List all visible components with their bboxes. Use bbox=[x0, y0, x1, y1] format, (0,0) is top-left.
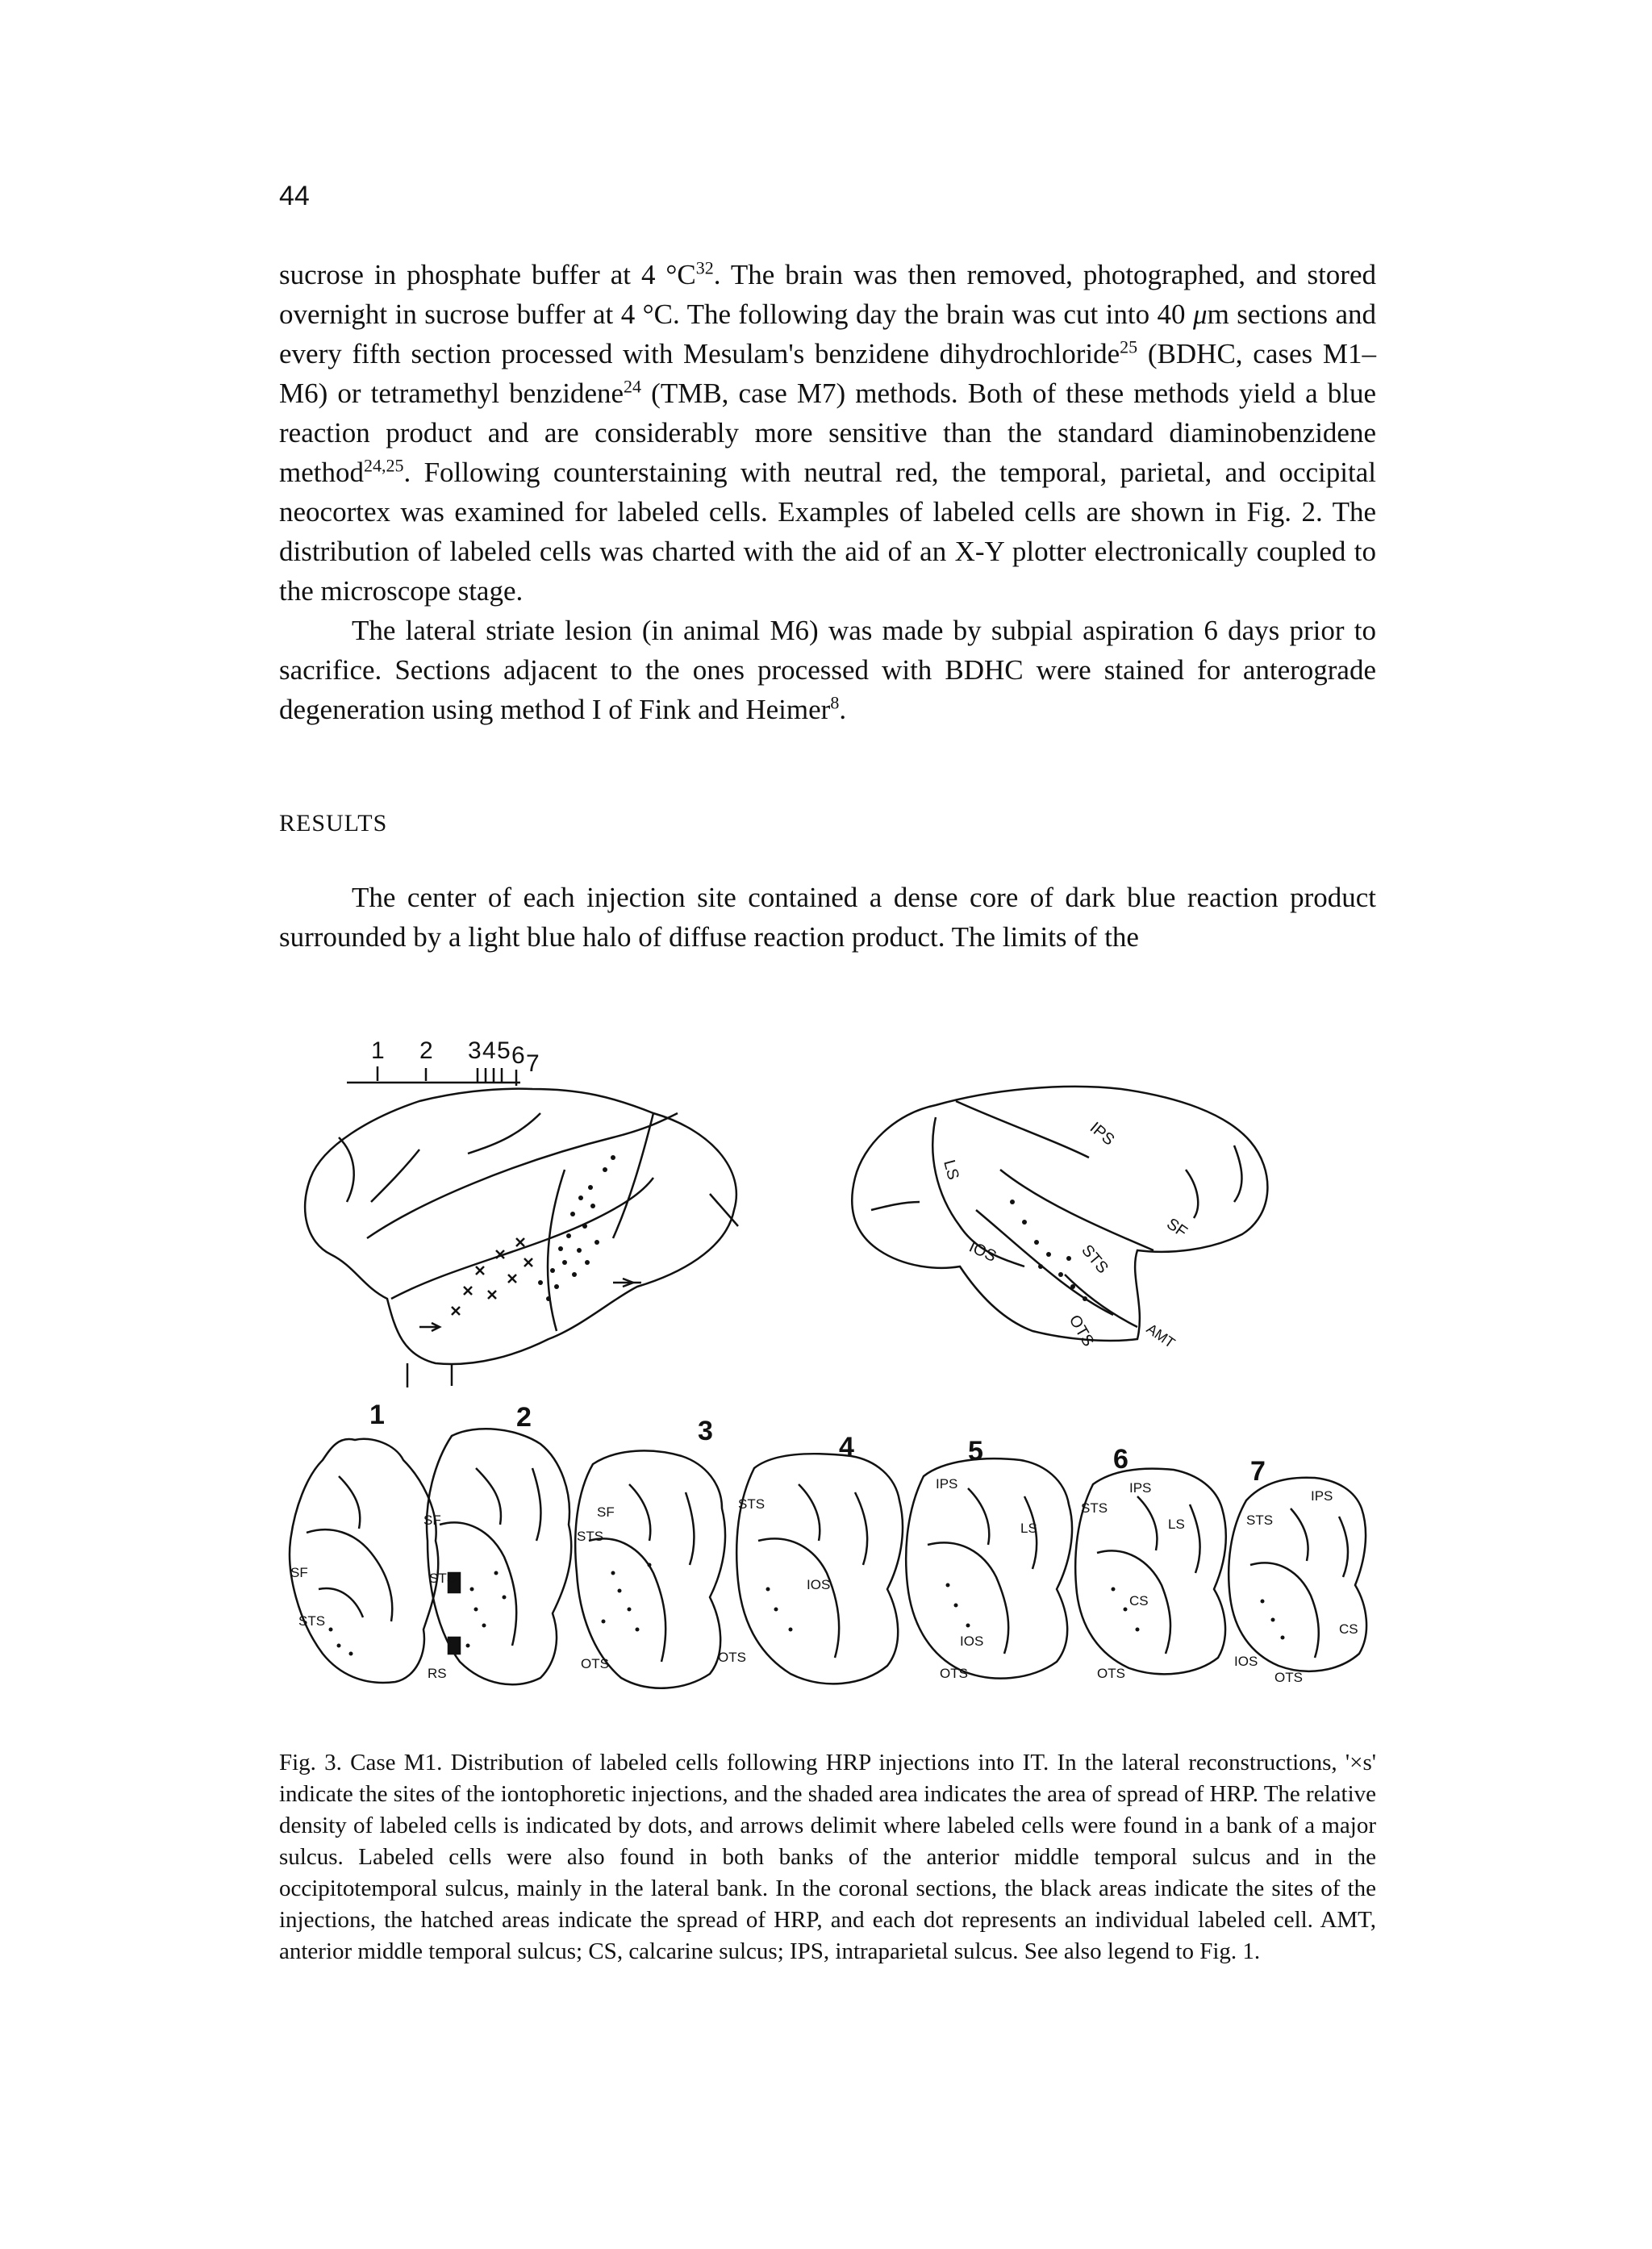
section5-label-ots: OTS bbox=[940, 1666, 968, 1681]
section3-label-sf: SF bbox=[597, 1504, 615, 1520]
section1-label-sts: STS bbox=[298, 1613, 326, 1629]
methods-paragraph-1: sucrose in phosphate buffer at 4 $^\circ C^{32}$. The brain was then removed, photographed, and stored overnight in sucrose buffer at 4 °C. The following day the brain was cut into 40 μm sections and every fifth section processed with Mesulam's benzidene dihydrochloride$^{25}$ (BDHC, cases M1–M6) or tetramethyl benzidene$^{24}$ (TMB, case M7) methods. Both of these methods yield a blue reaction product and are considerably more sensitive than the standard diaminobenzidene method$^{24,25}$. Following counterstaining with neutral red, the temporal, parietal, and occipital neocortex was examined for labeled cells. Examples of labeled cells are shown in Fig. 2. The distribution of labeled cells was charted with the aid of an X-Y plotter electronically coupled to the microscope stage. bbox=[279, 257, 1376, 607]
lateral-brain-view bbox=[305, 1066, 738, 1387]
lateral-marker-3: 3 bbox=[468, 1037, 482, 1064]
lateral-marker-7: 7 bbox=[526, 1050, 540, 1077]
medial-brain-view bbox=[852, 1087, 1267, 1341]
medial-label-ls: LS bbox=[940, 1158, 962, 1182]
figure-3 bbox=[274, 1008, 1387, 1734]
methods-paragraph-2: The lateral striate lesion (in animal M6) was made by subpial aspiration 6 days prior to sacrifice. Sections adjacent to the ones processed with BDHC were stained for anterograde degeneration using method I of Fink and Heimer$^8$. bbox=[279, 615, 1376, 725]
section7-label-ios: IOS bbox=[1234, 1654, 1258, 1669]
results-heading: RESULTS bbox=[279, 810, 388, 837]
section-number-3: 3 bbox=[698, 1416, 713, 1446]
lateral-marker-1: 1 bbox=[371, 1037, 385, 1064]
figure-3-drawing bbox=[274, 1008, 1387, 1734]
section1-label-sf: SF bbox=[290, 1565, 308, 1580]
section-number-7: 7 bbox=[1250, 1456, 1266, 1487]
section7-label-cs: CS bbox=[1339, 1621, 1358, 1637]
section6-label-ots: OTS bbox=[1097, 1666, 1125, 1681]
section6-label-sts: STS bbox=[1081, 1500, 1108, 1516]
section2-label-sts: STS bbox=[429, 1571, 457, 1586]
section6-label-ips: IPS bbox=[1129, 1480, 1152, 1496]
section7-label-ots: OTS bbox=[1274, 1670, 1303, 1685]
medial-label-sf: SF bbox=[1163, 1215, 1191, 1241]
section4-label-ots: OTS bbox=[718, 1650, 746, 1665]
section4-label-ios: IOS bbox=[807, 1577, 831, 1592]
section5-label-ips: IPS bbox=[936, 1476, 958, 1492]
methods-text bbox=[279, 255, 1376, 729]
section-number-6: 6 bbox=[1113, 1444, 1128, 1475]
section6-label-ls: LS bbox=[1168, 1517, 1185, 1532]
section-number-1: 1 bbox=[369, 1400, 385, 1430]
medial-label-ots: OTS bbox=[1065, 1312, 1098, 1350]
section5-label-ls: LS bbox=[1020, 1521, 1037, 1536]
section3-label-ots: OTS bbox=[581, 1656, 609, 1671]
results-paragraph: The center of each injection site contained a dense core of dark blue reaction product surrounded by a light blue halo of diffuse reaction product. The limits of the bbox=[279, 882, 1376, 953]
section5-label-ios: IOS bbox=[960, 1634, 984, 1649]
medial-label-amt: AMT bbox=[1143, 1320, 1179, 1352]
section-number-2: 2 bbox=[516, 1402, 532, 1433]
section-number-5: 5 bbox=[968, 1436, 983, 1467]
section7-label-ips: IPS bbox=[1311, 1488, 1333, 1504]
section3-label-sts: STS bbox=[577, 1529, 604, 1544]
page-number: 44 bbox=[279, 181, 310, 211]
medial-label-ips: IPS bbox=[1086, 1118, 1118, 1150]
lateral-marker-2: 2 bbox=[419, 1037, 433, 1064]
caption-text: Case M1. Distribution of labeled cells following HRP injections into IT. In the lateral reconstructions, '×s' indicate the sites of the iontophoretic injections, and the shaded area indicates the area of spread of HRP. The relative density of labeled cells is indicated by dots, and arrows delimit where labeled cells were found in a bank of a major sulcus. Labeled cells were also found in both banks of the anterior middle temporal sulcus and in the occipitotemporal sulcus, mainly in the lateral bank. In the coronal sections, the black areas indicate the sites of the injections, the hatched areas indicate the spread of HRP, and each dot represents an individual labeled cell. AMT, anterior middle temporal sulcus; CS, calcarine sulcus; IPS, intraparietal sulcus. See also legend to Fig. 1. bbox=[279, 1750, 1376, 1964]
lateral-marker-4: 4 bbox=[482, 1037, 496, 1064]
lateral-marker-6: 6 bbox=[511, 1042, 525, 1069]
section-number-4: 4 bbox=[839, 1432, 854, 1462]
lateral-marker-5: 5 bbox=[497, 1037, 511, 1064]
section7-label-sts: STS bbox=[1246, 1513, 1274, 1528]
medial-label-ios: IOS bbox=[966, 1237, 999, 1266]
section2-label-rs: RS bbox=[428, 1666, 447, 1681]
medial-label-sts: STS bbox=[1078, 1241, 1112, 1278]
section2-label-sf: SF bbox=[423, 1513, 441, 1528]
coronal-sections bbox=[290, 1429, 1366, 1688]
section6-label-cs: CS bbox=[1129, 1593, 1149, 1609]
section4-label-sts: STS bbox=[738, 1496, 766, 1512]
figure-caption bbox=[279, 1747, 1376, 1967]
caption-label: Fig. 3. bbox=[279, 1750, 342, 1775]
